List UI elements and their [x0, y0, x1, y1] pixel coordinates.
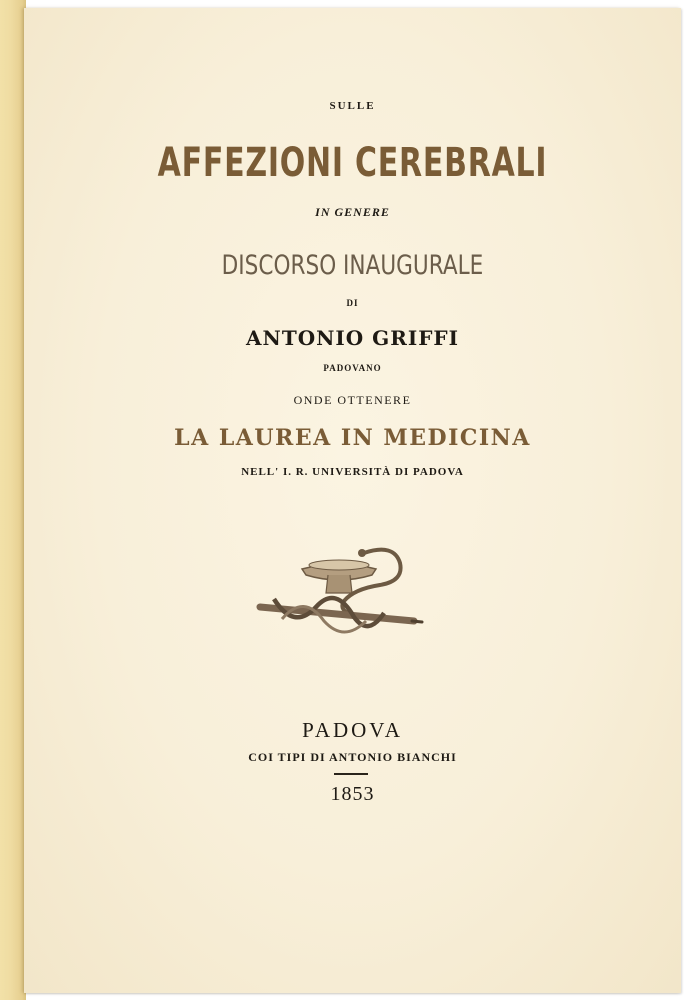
degree-line: LA LAUREA IN MEDICINA — [174, 425, 531, 451]
author-origin: PADOVANO — [323, 363, 382, 373]
institution-line: NELL' I. R. UNIVERSITÀ DI PADOVA — [241, 466, 464, 478]
subtitle: IN GENERE — [315, 205, 390, 219]
work-type: DISCORSO INAUGURALE — [221, 250, 484, 281]
imprint-year: 1853 — [330, 783, 375, 805]
author-name: ANTONIO GRIFFI — [246, 326, 459, 350]
title-prefix: SULLE — [329, 100, 376, 112]
bowl-rim — [309, 560, 369, 570]
main-title: AFFEZIONI CEREBRALI — [157, 140, 548, 186]
imprint-printer: COI TIPI DI ANTONIO BIANCHI — [248, 750, 457, 764]
serpent-bowl-ornament-icon — [254, 541, 424, 646]
purpose-line: ONDE OTTENERE — [293, 393, 412, 407]
imprint-divider — [334, 773, 368, 775]
book-spine-edge — [0, 0, 26, 1000]
staff-tip — [412, 621, 422, 622]
bowl-stem — [326, 575, 352, 593]
by-line: DI — [346, 298, 359, 308]
imprint-city: PADOVA — [302, 718, 403, 742]
title-page — [24, 8, 681, 993]
serpent-head — [358, 549, 366, 557]
